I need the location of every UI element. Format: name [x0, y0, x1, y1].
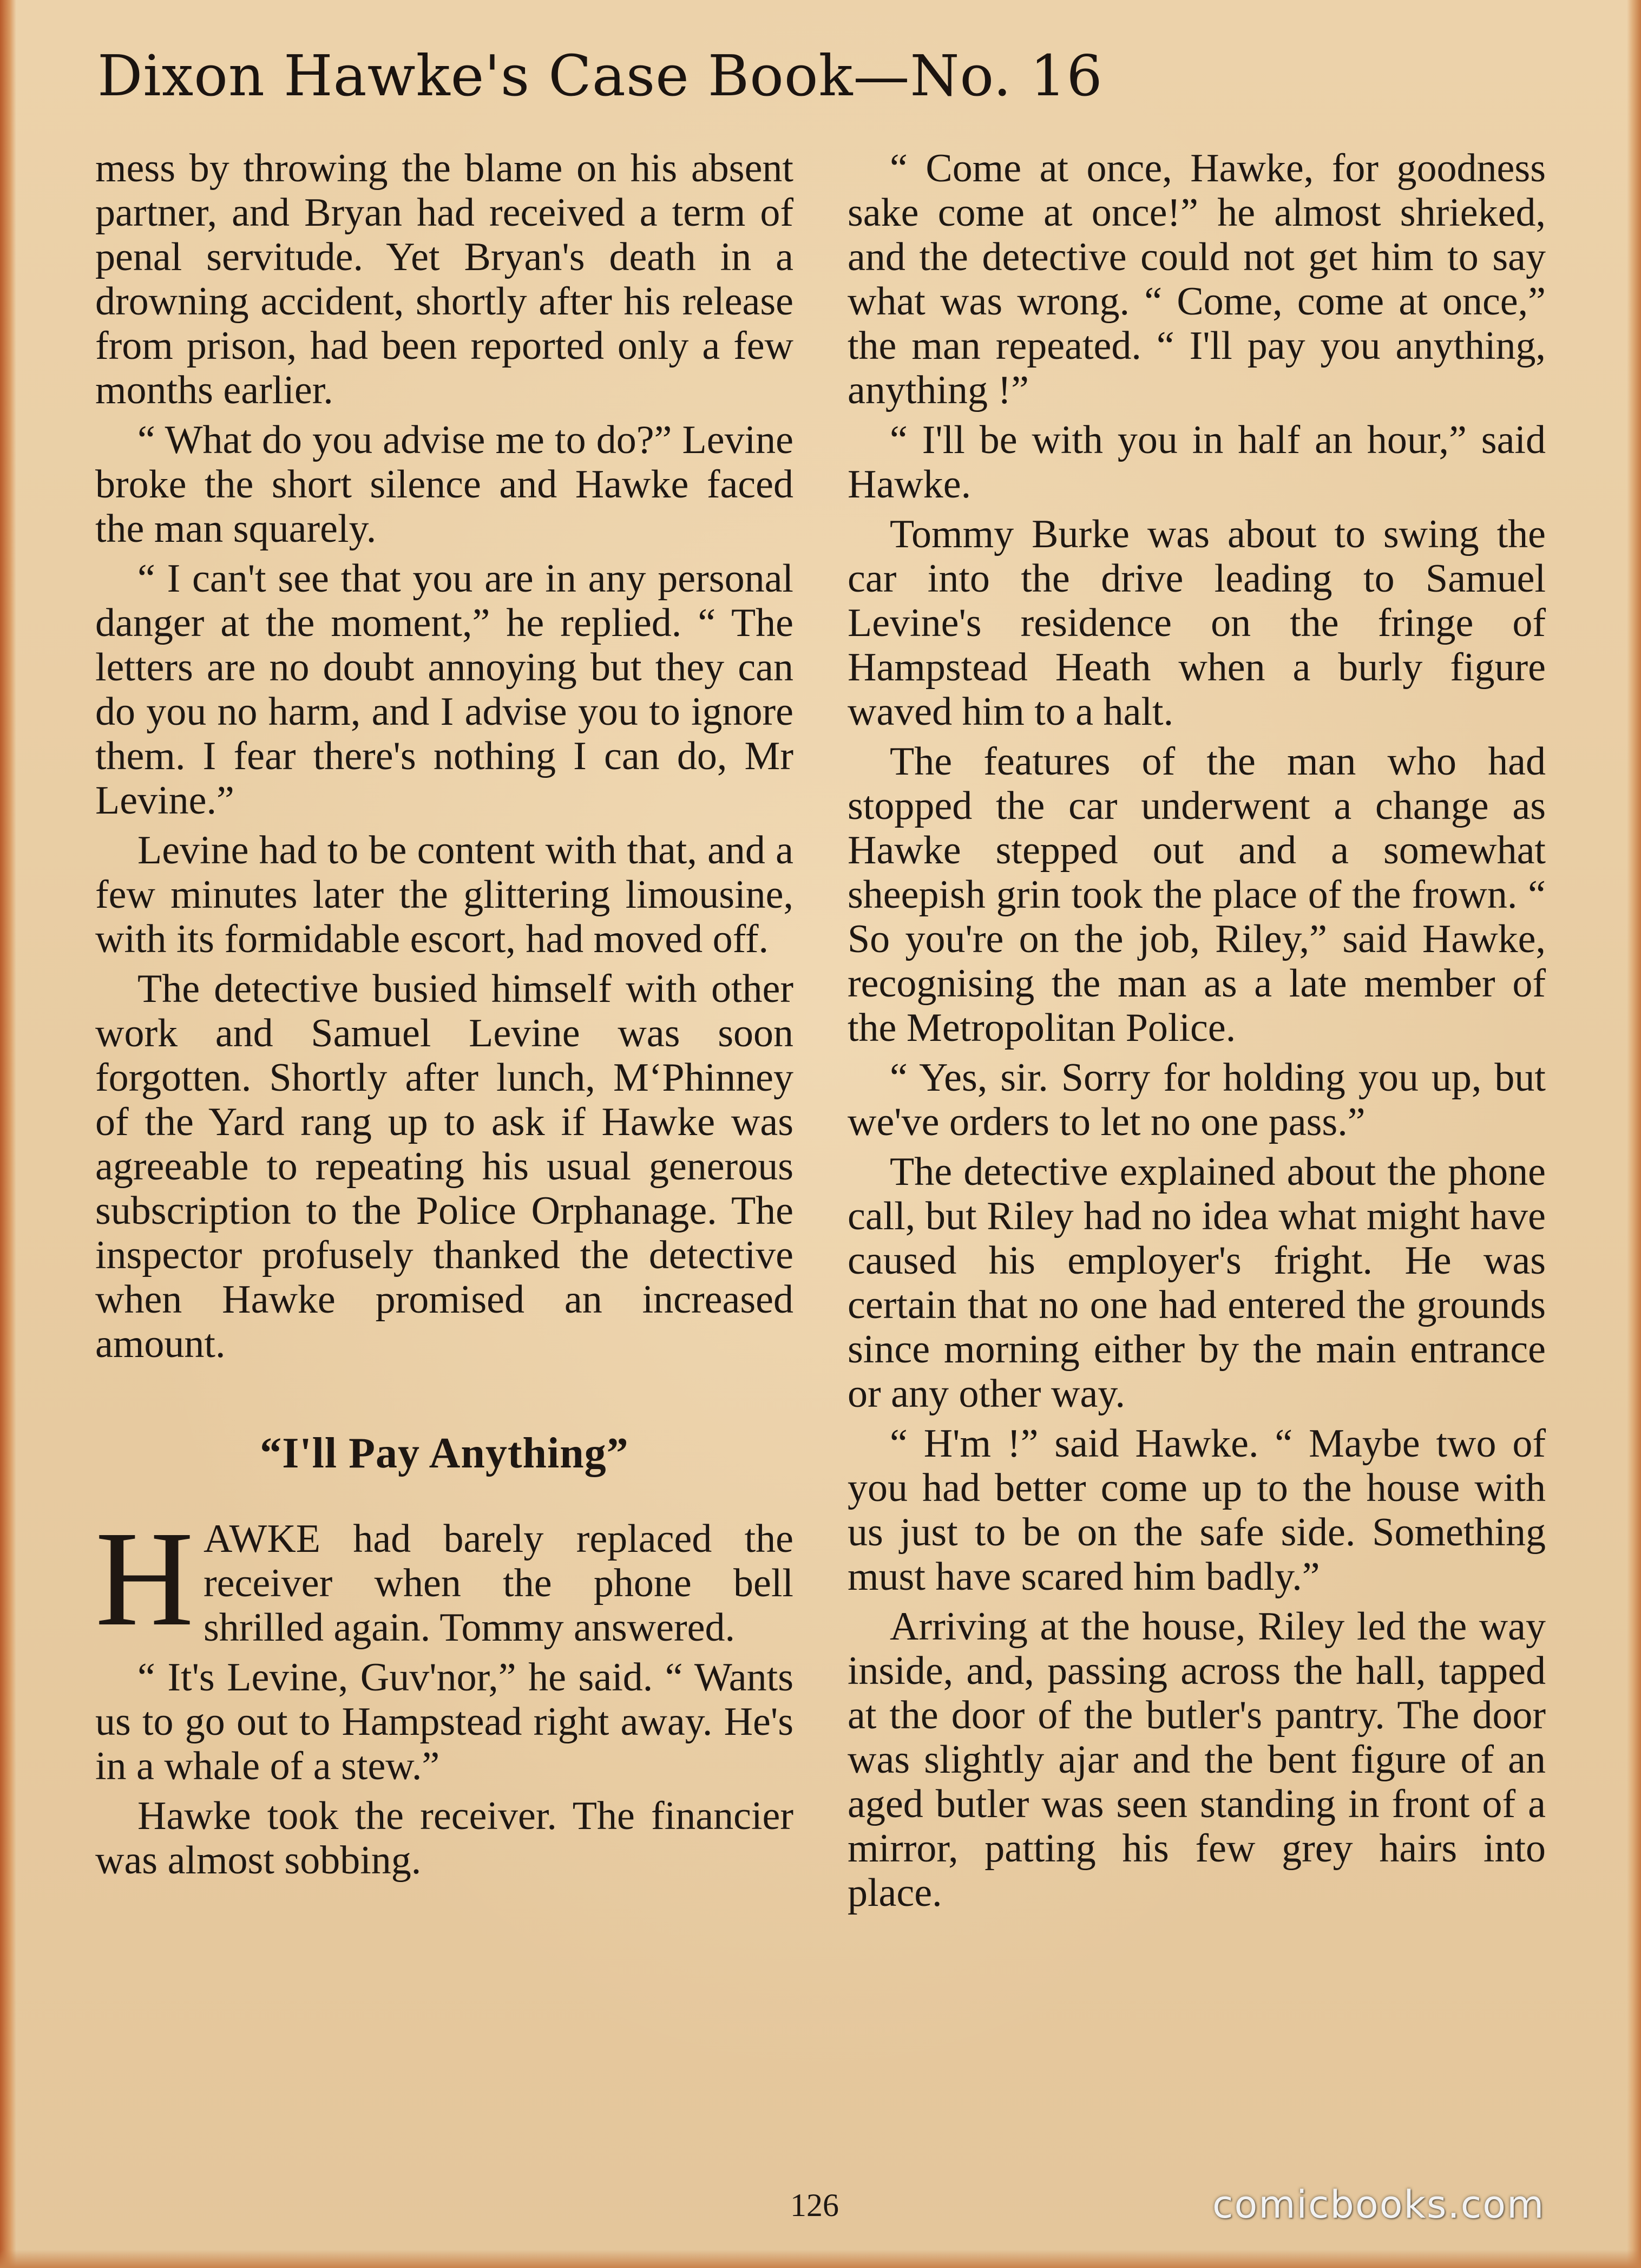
- paragraph: “ What do you advise me to do?” Levine broke the short silence and Hawke faced the man squarely.: [95, 418, 793, 551]
- paragraph: “ Yes, sir. Sorry for holding you up, but we've orders to let no one pass.”: [848, 1056, 1546, 1144]
- page-edge-left: [0, 0, 16, 2268]
- paragraph: The detective busied himself with other work and Samuel Levine was soon forgotten. Shortly after lunch, MʻPhinney of the Yard rang up to ask if Hawke was agreeable to repeating his usual generous subscription to the Police Orphanage. The inspector profusely thanked the detective when Hawke promised an increased amount.: [95, 967, 793, 1366]
- paragraph: “ Come at once, Hawke, for goodness sake come at once!” he almost shrieked, and the detective could not get him to say what was wrong. “ Come, come at once,” the man repeated. “ I'll pay you anything, anything !”: [848, 146, 1546, 412]
- watermark: comicbooks.com: [1212, 2182, 1545, 2227]
- paragraph: mess by throwing the blame on his absent partner, and Bryan had received a term of penal servitude. Yet Bryan's death in a drowning accident, shortly after his release from prison, had been reported only a few months earlier.: [95, 146, 793, 412]
- paragraph: “ H'm !” said Hawke. “ Maybe two of you had better come up to the house with us just to be on the safe side. Something must have scared him badly.”: [848, 1421, 1546, 1599]
- page-edge-right: [1627, 0, 1641, 2268]
- paragraph: “ I'll be with you in half an hour,” said Hawke.: [848, 418, 1546, 507]
- right-column: [848, 146, 1546, 1920]
- page-number: 126: [790, 2187, 839, 2223]
- paragraph: “ I can't see that you are in any personal danger at the moment,” he replied. “ The letters are no doubt annoying but they can do you no harm, and I advise you to ignore them. I fear there's nothing I can do, Mr Levine.”: [95, 556, 793, 823]
- left-column: [95, 146, 793, 1888]
- paragraph: The detective explained about the phone call, but Riley had no idea what might have caused his employer's fright. He was certain that no one had entered the grounds since morning either by the main entrance or any other way.: [848, 1150, 1546, 1416]
- paragraph: Arriving at the house, Riley led the way inside, and, passing across the hall, tapped at the door of the butler's pantry. The door was slightly ajar and the bent figure of an aged butler was seen standing in front of a mirror, patting his few grey hairs into place.: [848, 1604, 1546, 1915]
- paragraph: The features of the man who had stopped the car underwent a change as Hawke stepped out and a somewhat sheepish grin took the place of the frown. “ So you're on the job, Riley,” said Hawke, recognising the man as a late member of the Metropolitan Police.: [848, 739, 1546, 1050]
- paragraph: “ It's Levine, Guv'nor,” he said. “ Wants us to go out to Hampstead right away. He's in a whale of a stew.”: [95, 1655, 793, 1788]
- running-header: Dixon Hawke's Case Book—No. 16: [97, 43, 1103, 109]
- section-subheading: “I'll Pay Anything”: [260, 1430, 629, 1477]
- paragraph: Hawke took the receiver. The financier was almost sobbing.: [95, 1794, 793, 1883]
- page-edge-bottom: [0, 2250, 1641, 2268]
- paragraph: Tommy Burke was about to swing the car into the drive leading to Samuel Levine's residence on the fringe of Hampstead Heath when a burly figure waved him to a halt.: [848, 512, 1546, 734]
- drop-cap: H: [95, 1503, 194, 1654]
- drop-cap-paragraph-text: AWKE had barely replaced the receiver when the phone bell shrilled again. Tommy answered.: [204, 1517, 793, 1650]
- paragraph-with-drop-cap: [95, 1503, 793, 1654]
- paragraph: Levine had to be content with that, and a few minutes later the glittering limousine, with its formidable escort, had moved off.: [95, 828, 793, 961]
